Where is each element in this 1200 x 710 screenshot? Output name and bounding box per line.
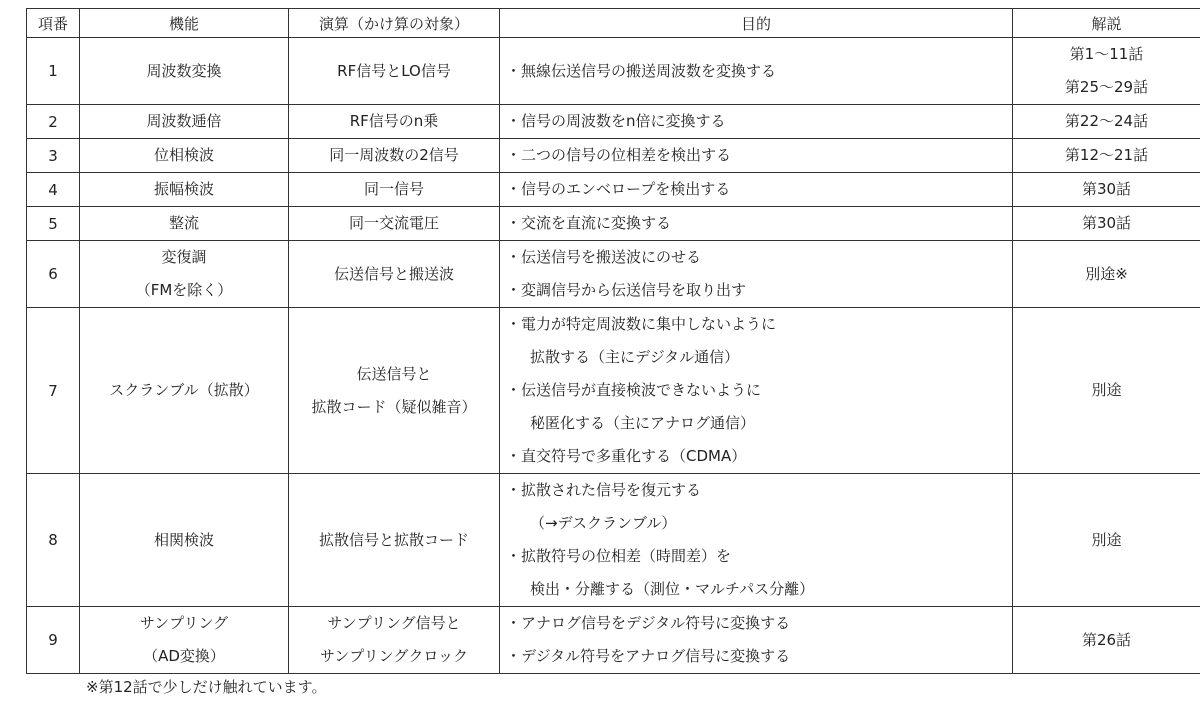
cell-no: 5	[27, 207, 80, 241]
operation-line: RF信号のn乗	[349, 112, 439, 130]
table-row	[27, 139, 1200, 173]
function-line: 整流	[168, 214, 199, 232]
purpose-line: ・アナログ信号をデジタル符号に変換する	[506, 614, 791, 632]
function-line: 振幅検波	[153, 180, 214, 198]
purpose-line: ・電力が特定周波数に集中しないように	[506, 315, 777, 333]
reference-line: 別途	[1091, 530, 1122, 549]
table-row	[27, 308, 1200, 474]
purpose-line: 拡散する（主にデジタル通信）	[530, 348, 740, 366]
cell-reference	[1013, 105, 1200, 139]
operation-line: RF信号とLO信号	[337, 61, 451, 80]
table-row	[27, 207, 1200, 241]
function-line: （FMを除く）	[135, 281, 233, 299]
cell-operation	[289, 139, 500, 173]
reference-line: 第25～29話	[1064, 78, 1149, 96]
cell-operation	[289, 607, 500, 674]
operation-line: サンプリングクロック	[319, 647, 469, 665]
cell-operation	[289, 207, 500, 241]
cell-purpose	[500, 241, 1013, 308]
function-line: サンプリング	[139, 614, 229, 632]
reference-line: 第12～21話	[1064, 146, 1149, 164]
cell-function	[80, 105, 289, 139]
purpose-line: ・二つの信号の位相差を検出する	[506, 146, 732, 164]
header-purpose: 目的	[500, 9, 1013, 38]
cell-no: 3	[27, 139, 80, 173]
purpose-line: ・無線伝送信号の搬送周波数を変換する	[506, 61, 777, 80]
cell-function	[80, 607, 289, 674]
operation-line: 拡散信号と拡散コード	[318, 530, 469, 549]
table-row	[27, 241, 1200, 308]
cell-reference	[1013, 308, 1200, 474]
purpose-line: 秘匿化する（主にアナログ通信）	[530, 414, 756, 432]
cell-reference	[1013, 607, 1200, 674]
reference-line: 第1～11話	[1069, 45, 1144, 63]
purpose-line: ・デジタル符号をアナログ信号に変換する	[506, 647, 791, 665]
table-body	[27, 38, 1200, 674]
cell-reference	[1013, 474, 1200, 607]
table-row	[27, 105, 1200, 139]
purpose-line: ・拡散符号の位相差（時間差）を	[506, 547, 732, 565]
cell-purpose	[500, 607, 1013, 674]
header-function: 機能	[80, 9, 289, 38]
cell-no: 1	[27, 38, 80, 105]
header-no: 項番	[27, 9, 80, 38]
purpose-line: ・拡散された信号を復元する	[506, 481, 702, 499]
function-line: （AD変換）	[143, 647, 225, 665]
cell-no: 4	[27, 173, 80, 207]
cell-purpose	[500, 207, 1013, 241]
purpose-line: ・信号のエンベロープを検出する	[506, 180, 731, 198]
purpose-line: ・直交符号で多重化する（CDMA）	[506, 447, 747, 465]
cell-function	[80, 139, 289, 173]
cell-no: 2	[27, 105, 80, 139]
reference-line: 別途※	[1085, 264, 1128, 283]
cell-operation	[289, 105, 500, 139]
cell-reference	[1013, 207, 1200, 241]
cell-purpose	[500, 308, 1013, 474]
cell-reference	[1013, 241, 1200, 308]
cell-function	[80, 241, 289, 308]
function-table	[26, 8, 1200, 674]
cell-no: 8	[27, 474, 80, 607]
operation-line: 同一信号	[363, 180, 424, 198]
cell-function	[80, 474, 289, 607]
function-line: 相関検波	[153, 530, 214, 549]
purpose-line: ・伝送信号を搬送波にのせる	[506, 248, 702, 266]
cell-reference	[1013, 139, 1200, 173]
cell-operation	[289, 38, 500, 105]
reference-line: 第30話	[1081, 214, 1132, 232]
cell-purpose	[500, 38, 1013, 105]
function-line: スクランブル（拡散）	[109, 381, 259, 399]
purpose-line: ・信号の周波数をn倍に変換する	[506, 112, 726, 130]
cell-operation	[289, 308, 500, 474]
cell-purpose	[500, 474, 1013, 607]
operation-line: 同一周波数の2信号	[329, 146, 459, 164]
cell-function	[80, 173, 289, 207]
cell-operation	[289, 173, 500, 207]
table-row	[27, 474, 1200, 607]
header-operation: 演算（かけ算の対象）	[289, 9, 500, 38]
cell-function	[80, 207, 289, 241]
cell-function	[80, 308, 289, 474]
cell-purpose	[500, 105, 1013, 139]
cell-no: 7	[27, 308, 80, 474]
cell-function	[80, 38, 289, 105]
function-line: 周波数変換	[146, 61, 222, 80]
function-line: 周波数逓倍	[146, 112, 222, 130]
table-header	[27, 9, 1200, 38]
cell-no: 6	[27, 241, 80, 308]
operation-line: 拡散コード（疑似雑音）	[311, 397, 477, 416]
cell-reference	[1013, 173, 1200, 207]
table-row	[27, 173, 1200, 207]
operation-line: サンプリング信号と	[327, 614, 461, 632]
purpose-line: 検出・分離する（測位・マルチパス分離）	[530, 580, 815, 598]
header-row	[27, 9, 1200, 38]
purpose-line: ・交流を直流に変換する	[506, 214, 672, 232]
cell-purpose	[500, 173, 1013, 207]
purpose-line: ・変調信号から伝送信号を取り出す	[506, 281, 747, 299]
operation-line: 同一交流電圧	[348, 214, 439, 232]
function-line: 変復調	[161, 248, 207, 266]
reference-line: 第26話	[1081, 630, 1132, 649]
cell-purpose	[500, 139, 1013, 173]
purpose-line: （→デスクランブル）	[530, 514, 677, 532]
cell-operation	[289, 241, 500, 308]
reference-line: 第30話	[1081, 180, 1132, 198]
cell-reference	[1013, 38, 1200, 105]
table-row	[27, 607, 1200, 674]
operation-line: 伝送信号と	[356, 364, 432, 383]
reference-line: 別途	[1091, 381, 1122, 399]
table-row	[27, 38, 1200, 105]
footnote: ※第12話で少しだけ触れています。	[86, 678, 327, 696]
cell-operation	[289, 474, 500, 607]
function-line: 位相検波	[153, 146, 214, 164]
cell-no: 9	[27, 607, 80, 674]
purpose-line: ・伝送信号が直接検波できないように	[506, 381, 762, 399]
reference-line: 第22～24話	[1064, 112, 1149, 130]
header-reference: 解説	[1013, 9, 1200, 38]
operation-line: 伝送信号と搬送波	[333, 264, 454, 283]
